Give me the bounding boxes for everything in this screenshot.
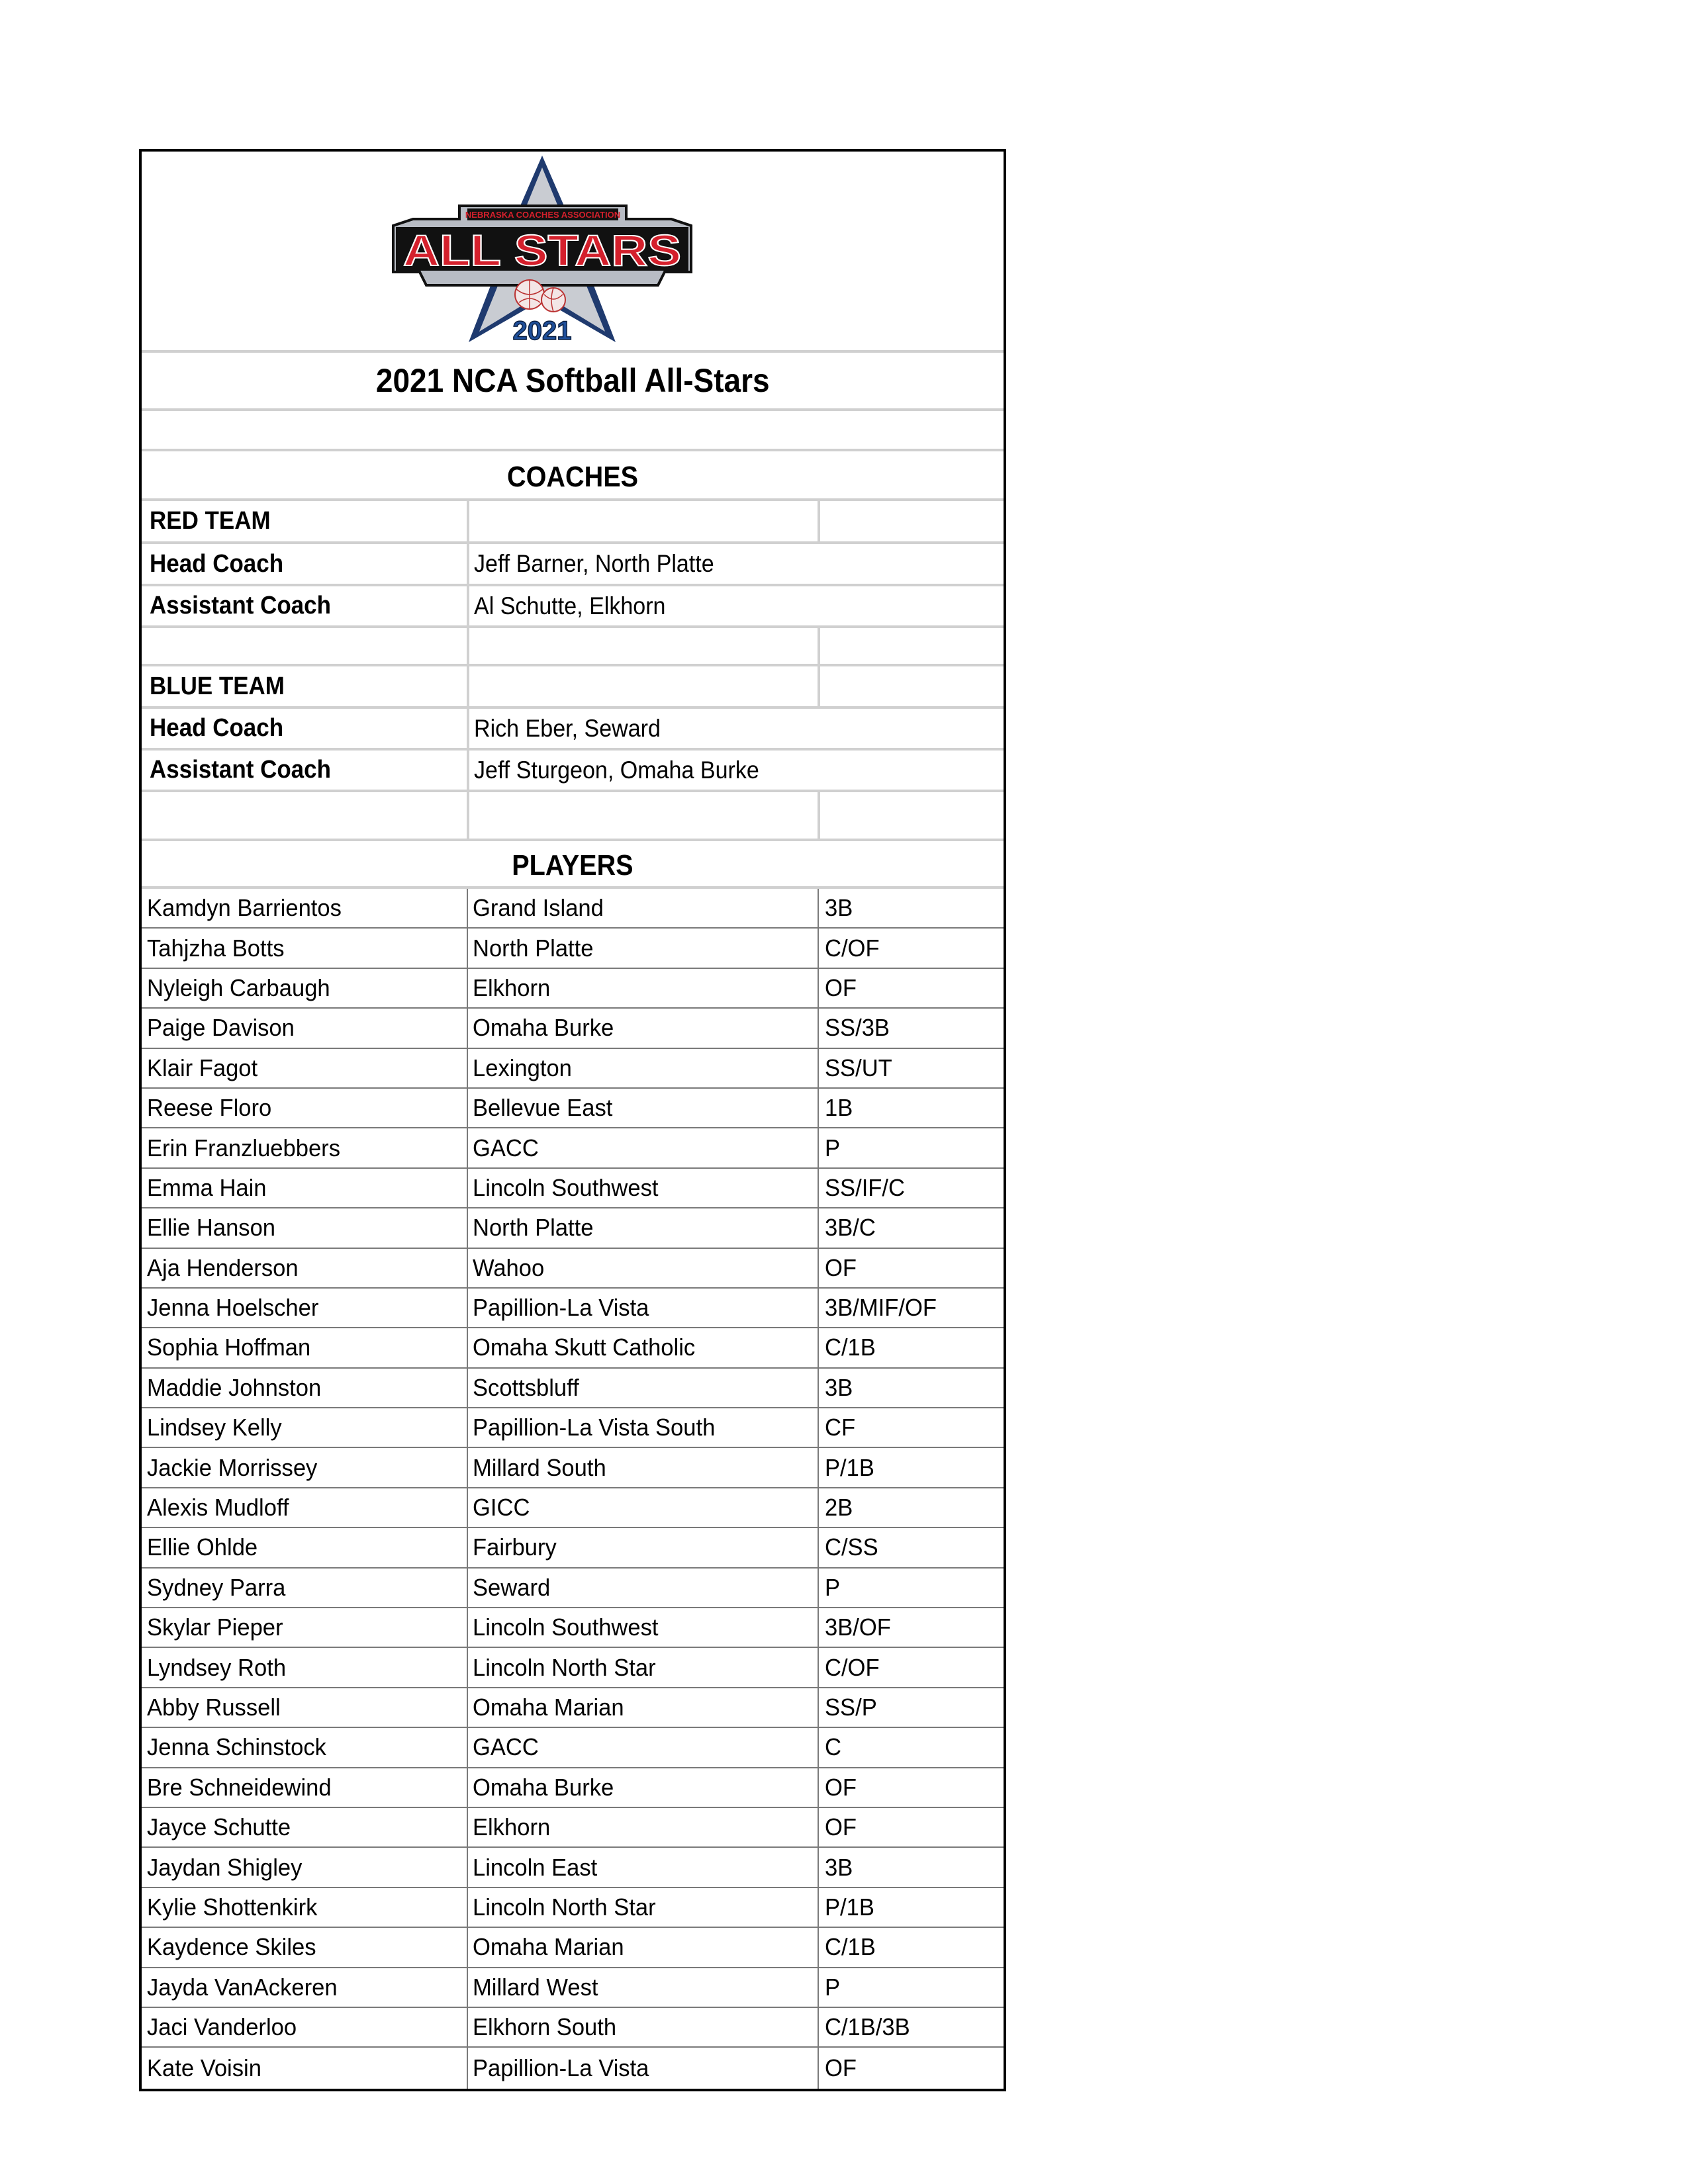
player-name: Jayda VanAckeren xyxy=(147,1973,338,2001)
player-position: C/1B xyxy=(825,1334,876,1361)
logo-main-text: ALL STARS xyxy=(403,226,681,275)
player-position: 3B/OF xyxy=(825,1614,891,1641)
player-row xyxy=(142,1888,1004,1928)
coaches-heading: COACHES xyxy=(506,460,639,493)
player-school: GACC xyxy=(473,1134,539,1161)
player-name: Abby Russell xyxy=(147,1694,281,1721)
players-heading: PLAYERS xyxy=(512,849,633,882)
player-name: Tahjzha Botts xyxy=(147,934,285,962)
player-name: Kate Voisin xyxy=(147,2054,261,2081)
coaches-heading-row xyxy=(142,451,1004,498)
player-name: Maddie Johnston xyxy=(147,1373,322,1401)
player-position: 3B/C xyxy=(825,1214,876,1242)
player-school: Lincoln North Star xyxy=(473,1893,656,1921)
column-divider xyxy=(467,792,469,839)
player-name: Skylar Pieper xyxy=(147,1614,283,1641)
player-name: Jaci Vanderloo xyxy=(147,2013,297,2041)
column-divider xyxy=(818,628,820,706)
page-title: 2021 NCA Softball All-Stars xyxy=(375,362,770,399)
player-name: Kamdyn Barrientos xyxy=(147,894,342,922)
player-name: Lindsey Kelly xyxy=(147,1414,282,1441)
player-position: CF xyxy=(825,1414,856,1441)
player-name: Emma Hain xyxy=(147,1173,267,1201)
player-row xyxy=(142,1688,1004,1728)
player-school: Scottsbluff xyxy=(473,1373,579,1401)
player-row xyxy=(142,1208,1004,1248)
player-row xyxy=(142,2048,1004,2087)
blue-team-label: BLUE TEAM xyxy=(150,672,285,700)
player-position: 3B xyxy=(825,1853,853,1881)
red-team-row xyxy=(142,501,1004,541)
player-school: Omaha Marian xyxy=(473,1694,624,1721)
player-name: Aja Henderson xyxy=(147,1253,299,1281)
player-position: 3B xyxy=(825,1373,853,1401)
player-row xyxy=(142,1009,1004,1048)
player-position: OF xyxy=(825,1253,857,1281)
player-school: Wahoo xyxy=(473,1253,545,1281)
player-name: Ellie Hanson xyxy=(147,1214,276,1242)
player-row xyxy=(142,1448,1004,1488)
player-position: P/1B xyxy=(825,1893,874,1921)
player-school: Omaha Marian xyxy=(473,1933,624,1961)
player-row xyxy=(142,1528,1004,1568)
column-divider xyxy=(467,628,469,706)
player-row xyxy=(142,1249,1004,1289)
column-divider xyxy=(818,501,820,541)
player-row xyxy=(142,1648,1004,1688)
blue-assistant-coach-value: Jeff Sturgeon, Omaha Burke xyxy=(474,756,759,784)
player-school: Millard South xyxy=(473,1453,606,1481)
player-school: Grand Island xyxy=(473,894,604,922)
player-row xyxy=(142,1808,1004,1848)
player-row xyxy=(142,1488,1004,1528)
blue-assistant-coach-row xyxy=(142,751,1004,790)
player-row xyxy=(142,1728,1004,1768)
player-position: C/OF xyxy=(825,1653,880,1681)
red-assistant-coach-value: Al Schutte, Elkhorn xyxy=(474,592,666,619)
player-position: P xyxy=(825,1573,841,1601)
player-name: Sydney Parra xyxy=(147,1573,286,1601)
player-school: Seward xyxy=(473,1573,551,1601)
player-school: Omaha Burke xyxy=(473,1014,614,1042)
player-school: North Platte xyxy=(473,1214,594,1242)
player-school: Lincoln North Star xyxy=(473,1653,656,1681)
head-coach-label: Head Coach xyxy=(150,549,284,578)
player-name: Klair Fagot xyxy=(147,1054,258,1081)
player-school: Papillion-La Vista xyxy=(473,1294,649,1322)
column-divider xyxy=(467,709,469,790)
player-row xyxy=(142,969,1004,1009)
player-name: Nyleigh Carbaugh xyxy=(147,974,330,1001)
column-divider xyxy=(467,501,469,541)
player-position: OF xyxy=(825,974,857,1001)
divider xyxy=(142,790,1004,792)
player-school: Fairbury xyxy=(473,1533,557,1561)
column-divider xyxy=(818,792,820,839)
player-school: Omaha Burke xyxy=(473,1773,614,1801)
player-row xyxy=(142,1328,1004,1368)
player-school: Millard West xyxy=(473,1973,598,2001)
player-school: Lincoln Southwest xyxy=(473,1614,659,1641)
player-position: C/1B xyxy=(825,1933,876,1961)
player-position: 2B xyxy=(825,1494,853,1522)
blue-head-coach-row xyxy=(142,709,1004,748)
player-school: Omaha Skutt Catholic xyxy=(473,1334,696,1361)
player-name: Erin Franzluebbers xyxy=(147,1134,340,1161)
divider xyxy=(142,408,1004,411)
player-row xyxy=(142,1169,1004,1208)
player-row xyxy=(142,1768,1004,1808)
player-school: Elkhorn South xyxy=(473,2013,617,2041)
player-row xyxy=(142,1968,1004,2008)
player-row xyxy=(142,1369,1004,1408)
blue-team-row xyxy=(142,666,1004,706)
logo-year: 2021 xyxy=(512,316,572,345)
player-school: North Platte xyxy=(473,934,594,962)
player-name: Reese Floro xyxy=(147,1094,272,1122)
player-position: 3B/MIF/OF xyxy=(825,1294,937,1322)
player-position: P xyxy=(825,1973,841,2001)
player-school: Lincoln Southwest xyxy=(473,1173,659,1201)
player-name: Jackie Morrissey xyxy=(147,1453,318,1481)
player-name: Jaydan Shigley xyxy=(147,1853,303,1881)
player-name: Paige Davison xyxy=(147,1014,295,1042)
player-name: Jenna Schinstock xyxy=(147,1733,326,1761)
player-position: 3B xyxy=(825,894,853,922)
player-position: SS/UT xyxy=(825,1054,892,1081)
roster-sheet xyxy=(139,149,1006,2091)
player-row xyxy=(142,1289,1004,1328)
player-position: C/SS xyxy=(825,1533,878,1561)
player-name: Lyndsey Roth xyxy=(147,1653,287,1681)
player-row xyxy=(142,1928,1004,1968)
player-school: Elkhorn xyxy=(473,974,551,1001)
player-name: Jayce Schutte xyxy=(147,1813,291,1841)
player-row xyxy=(142,1848,1004,1888)
player-row xyxy=(142,929,1004,968)
red-team-label: RED TEAM xyxy=(150,507,271,535)
player-row xyxy=(142,1089,1004,1128)
head-coach-label: Head Coach xyxy=(150,714,284,742)
player-position: OF xyxy=(825,1773,857,1801)
player-position: 1B xyxy=(825,1094,853,1122)
player-row xyxy=(142,1608,1004,1648)
logo-banner-text: NEBRASKA COACHES ASSOCIATION xyxy=(465,210,621,220)
divider xyxy=(142,625,1004,628)
blue-head-coach-value: Rich Eber, Seward xyxy=(474,714,661,742)
player-name: Jenna Hoelscher xyxy=(147,1294,319,1322)
player-name: Bre Schneidewind xyxy=(147,1773,332,1801)
assistant-coach-label: Assistant Coach xyxy=(150,756,331,784)
red-head-coach-value: Jeff Barner, North Platte xyxy=(474,550,714,577)
player-school: Lexington xyxy=(473,1054,572,1081)
player-school: Papillion-La Vista South xyxy=(473,1414,716,1441)
player-position: OF xyxy=(825,1813,857,1841)
assistant-coach-label: Assistant Coach xyxy=(150,592,331,619)
player-row xyxy=(142,889,1004,929)
player-row xyxy=(142,1569,1004,1608)
player-school: Papillion-La Vista xyxy=(473,2054,649,2081)
players-heading-row xyxy=(142,841,1004,886)
player-position: C/1B/3B xyxy=(825,2013,910,2041)
player-position: P xyxy=(825,1134,841,1161)
player-row xyxy=(142,1049,1004,1089)
red-assistant-coach-row xyxy=(142,586,1004,625)
player-row xyxy=(142,1408,1004,1448)
red-head-coach-row xyxy=(142,544,1004,584)
player-school: Lincoln East xyxy=(473,1853,598,1881)
player-name: Ellie Ohlde xyxy=(147,1533,258,1561)
player-position: SS/IF/C xyxy=(825,1173,905,1201)
player-row xyxy=(142,1128,1004,1168)
title-row xyxy=(142,353,1004,408)
player-position: C/OF xyxy=(825,934,880,962)
player-name: Kylie Shottenkirk xyxy=(147,1893,318,1921)
player-name: Alexis Mudloff xyxy=(147,1494,289,1522)
player-name: Sophia Hoffman xyxy=(147,1334,311,1361)
player-school: GICC xyxy=(473,1494,530,1522)
player-school: Elkhorn xyxy=(473,1813,551,1841)
player-position: C xyxy=(825,1733,841,1761)
player-position: SS/3B xyxy=(825,1014,890,1042)
player-position: OF xyxy=(825,2054,857,2081)
player-school: GACC xyxy=(473,1733,539,1761)
player-school: Bellevue East xyxy=(473,1094,613,1122)
all-stars-logo xyxy=(380,153,704,345)
players-table xyxy=(142,889,1004,2089)
player-position: SS/P xyxy=(825,1694,877,1721)
player-row xyxy=(142,2008,1004,2048)
logo-row xyxy=(142,152,1004,350)
player-name: Kaydence Skiles xyxy=(147,1933,316,1961)
column-divider xyxy=(467,544,469,625)
player-position: P/1B xyxy=(825,1453,874,1481)
